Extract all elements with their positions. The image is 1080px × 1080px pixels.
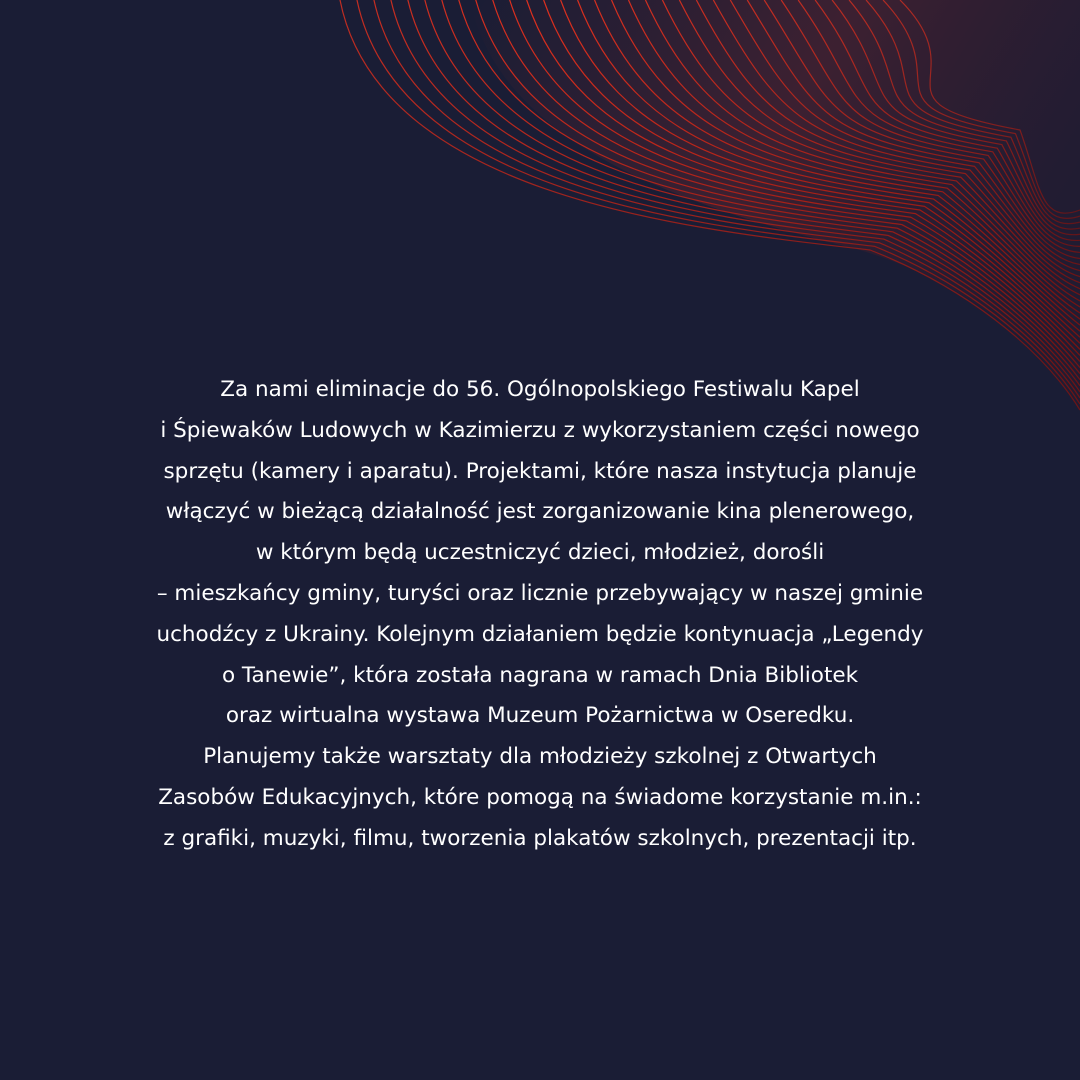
text-line: z grafiki, muzyki, filmu, tworzenia plakatów szkolnych, prezentacji itp.: [163, 825, 917, 851]
text-line: o Tanewie”, która została nagrana w ramach Dnia Bibliotek: [221, 662, 859, 688]
text-line: Planujemy także warsztaty dla młodzieży szkolnej z Otwartych: [203, 744, 877, 770]
text-line: uchodźcy z Ukrainy. Kolejnym działaniem będzie kontynuacja „Legendy: [156, 621, 924, 647]
text-line: oraz wirtualna wystawa Muzeum Pożarnictwa w Oseredku.: [225, 703, 855, 729]
text-line: w którym będą uczestniczyć dzieci, młodzież, dorośli: [255, 540, 825, 566]
text-line: Za nami eliminacje do 56. Ogólnopolskiego Festiwalu Kapel: [220, 377, 860, 402]
text-line: i Śpiewaków Ludowych w Kazimierzu z wykorzystaniem części nowego: [160, 417, 920, 443]
text-line: włączyć w bieżącą działalność jest zorganizowanie kina plenerowego,: [165, 499, 915, 525]
text-line: – mieszkańcy gminy, turyści oraz licznie przebywający w naszej gminie: [156, 580, 924, 606]
text-line: sprzętu (kamery i aparatu). Projektami, które nasza instytucja planuje: [163, 458, 917, 484]
main-text: [60, 370, 1020, 860]
text-line: Zasobów Edukacyjnych, które pomogą na świadome korzystanie m.in.:: [158, 784, 922, 810]
